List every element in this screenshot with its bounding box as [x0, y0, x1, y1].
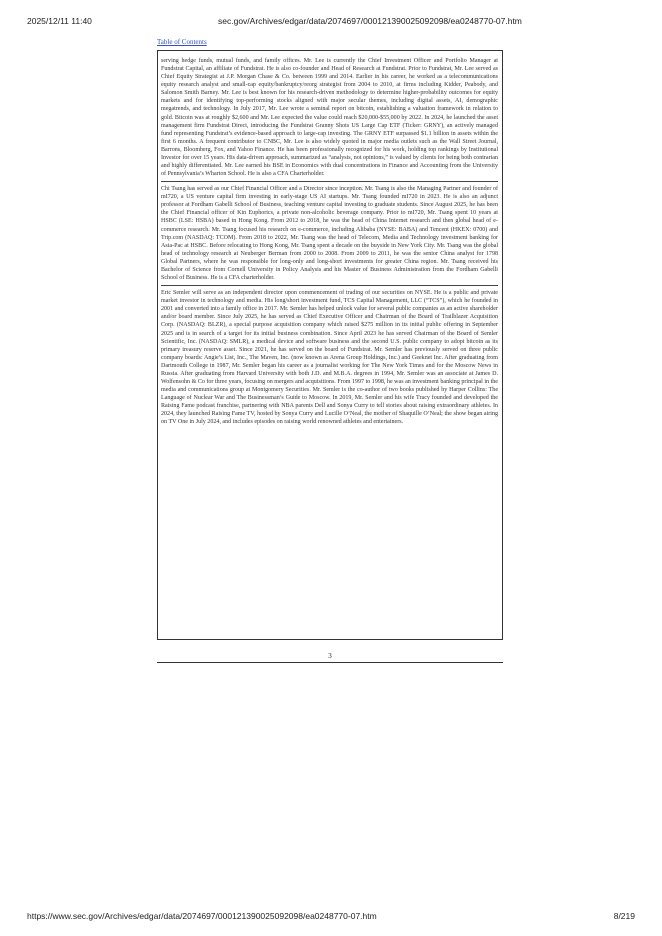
print-page-indicator: 8/219 — [613, 911, 635, 921]
print-footer-url: https://www.sec.gov/Archives/edgar/data/2074697/000121390025092098/ea0248770-07.htm — [27, 911, 377, 921]
bio-paragraph-semler: Eric Semler will serve as an independent director upon commencement of trading of our securities on NYSE. He is a public and private market investor in technology and media. His long/short investment fund, TCS Capital Management, LLC (“TCS”), which he founded in 2001 and converted into a family office in 2017. Mr. Semler has helped unlock value for several public companies as an active shareholder and/or board member. Since July 2025, he has served as Chief Executive Officer and Chairman of the Board of Trailblazer Acquisition Corp. (NASDAQ: BLZR), a special purpose acquisition company which raised $275 million in its initial public offering in September 2025 and is in search of a target for its initial business combination. Since April 2023 he has served Chairman of the Board of Semler Scientific, Inc. (NASDAQ: SMLR), a medical device and software business and the second U.S. public company to adopt bitcoin as its primary treasury reserve asset. Since 2021, he has served on the board of Fundstrat. Mr. Semler has previously served on three public company boards: Angie’s List, Inc., The Maven, Inc. (now known as Arena Group Holdings, Inc.) and Geeknet Inc. After graduating from Dartmouth College in 1987, Mr. Semler began his career as a journalist working for The New York Times and for the Moscow News in Russia. After graduating from Harvard University with both J.D. and M.B.A. degrees in 1994, Mr. Semler was an associate at James D. Wolfensohn & Co for three years, focusing on mergers and acquisitions. From 1997 to 1998, he was an investment banking principal in the media and communications group at Montgomery Securities. Mr. Semler is the co-author of two books published by Harper Collins: The Language of Nuclear War and The Businessman’s Guide to Moscow. In 2019, Mr. Semler and his wife Tracy founded and developed the Raising Fame podcast franchise, partnering with NBA parents Dell and Sonya Curry to tell stories about raising extraordinary athletes. In 2024, they launched Raising Fame TV, hosted by Sonya Curry and Lucille O’Neal, the mother of Shaquille O’Neal; the show began airing on TV One in July 2024, and includes episodes on raising world renowned athletes and entertainers. — [161, 290, 498, 426]
document-body — [161, 57, 498, 426]
table-of-contents-link[interactable]: Table of Contents — [157, 38, 207, 46]
paragraph-divider — [161, 181, 498, 182]
page-number: 3 — [328, 652, 332, 660]
print-header-url: sec.gov/Archives/edgar/data/2074697/000121390025092098/ea0248770-07.htm — [218, 16, 522, 26]
bio-paragraph-lee: serving hedge funds, mutual funds, and family offices. Mr. Lee is currently the Chief Investment Officer and Portfolio Manager at Fundstrat Capital, an affiliate of Fundstrat. He is also co-founder and Head of Research at Fundstrat. Prior to Fundstrat, Mr. Lee served as Chief Equity Strategist at J.P. Morgan Chase & Co. between 1999 and 2014. Earlier in his career, he worked as a telecommunications equity research analyst and small-cap equity/bankruptcy/reorg strategist from 2004 to 2010, at firms including Kidder, Peabody, and Salomon Smith Barney. Mr. Lee is best known for his research-driven methodology to determine higher-probability outcomes for equity markets and for identifying top-performing stocks aligned with major secular themes, including digital assets, AI, demographic megatrends, and technology. In July 2017, Mr. Lee wrote a seminal report on bitcoin, establishing a valuation framework in relation to gold. Bitcoin was at roughly $2,600 and Mr. Lee expected the value could reach $20,000-$55,000 by 2022. In 2024, he launched the asset management firm Fundstrat Direct, introducing the Fundstrat Granny Shots US Large Cap ETF (Ticker: GRNY), an actively managed fund representing Fundstrat’s evidence-based approach to large-cap investing. The GRNY ETF surpassed $1.1 billion in assets within the first 6 months. A frequent contributor to CNBC, Mr. Lee is also widely quoted in major media outlets such as the Wall Street Journal, Barrons, Bloomberg, Fox, and Yahoo Finance. He has been professionally recognized for his work, holding top rankings by Institutional Investor for over 15 years. His data-driven approach, summarized as “analysis, not opinions,” is valued by clients for being both contrarian and highly differentiated. Mr. Lee earned his BSE in Economics with dual concentrations in Finance and Accounting from the University of Pennsylvania’s Wharton School. He is also a CFA Charterholder. — [161, 58, 498, 178]
paragraph-divider — [161, 285, 498, 286]
bio-paragraph-tsang: Chi Tsang has served as our Chief Financial Officer and a Director since inception. Mr. Tsang is also the Managing Partner and founder of mI720, a US venture capital firm investing in early-stage US AI startups. Mr. Tsang founded mI720 in 2023. He is also an adjunct professor at Fordham Gabelli School of Business, teaching venture capital investing to graduate students. Since August 2025, he has been the Chief Financial officer of Kin Euphorics, a private non-alcoholic beverage company. Prior to mI720, Mr. Tsang spent 10 years at HSBC (LSE: HSBA) based in Hong Kong. From 2012 to 2018, he was the head of China Internet research and then global head of e-commerce research. Mr. Tsang focused his research on e-commerce, including Alibaba (NYSE: BABA) and Tencent (HKEX: 0700) and Trip.com (NASDAQ: TCOM). From 2018 to 2022, Mr. Tsang was the head of Telecom, Media and Technology investment banking for Asia-Pac at HSBC. Before relocating to Hong Kong, Mr. Tsang spent a decade on the buyside in New York City. Mr. Tsang was the global head of technology research at Neuberger Berman from 2000 to 2008. From 2009 to 2011, he was the senior China analyst for 1798 Global Partners, where he was responsible for long-only and long-short investments for greater China region. Mr. Tsang received his Bachelor of Science from Cornell University in Policy Analysis and his Master of Business Administration from the Fordham Gabelli School of Business. He is a CFA charterholder. — [161, 186, 498, 282]
page-bottom-rule — [157, 662, 503, 663]
print-datetime: 2025/12/11 11:40 — [27, 16, 92, 26]
